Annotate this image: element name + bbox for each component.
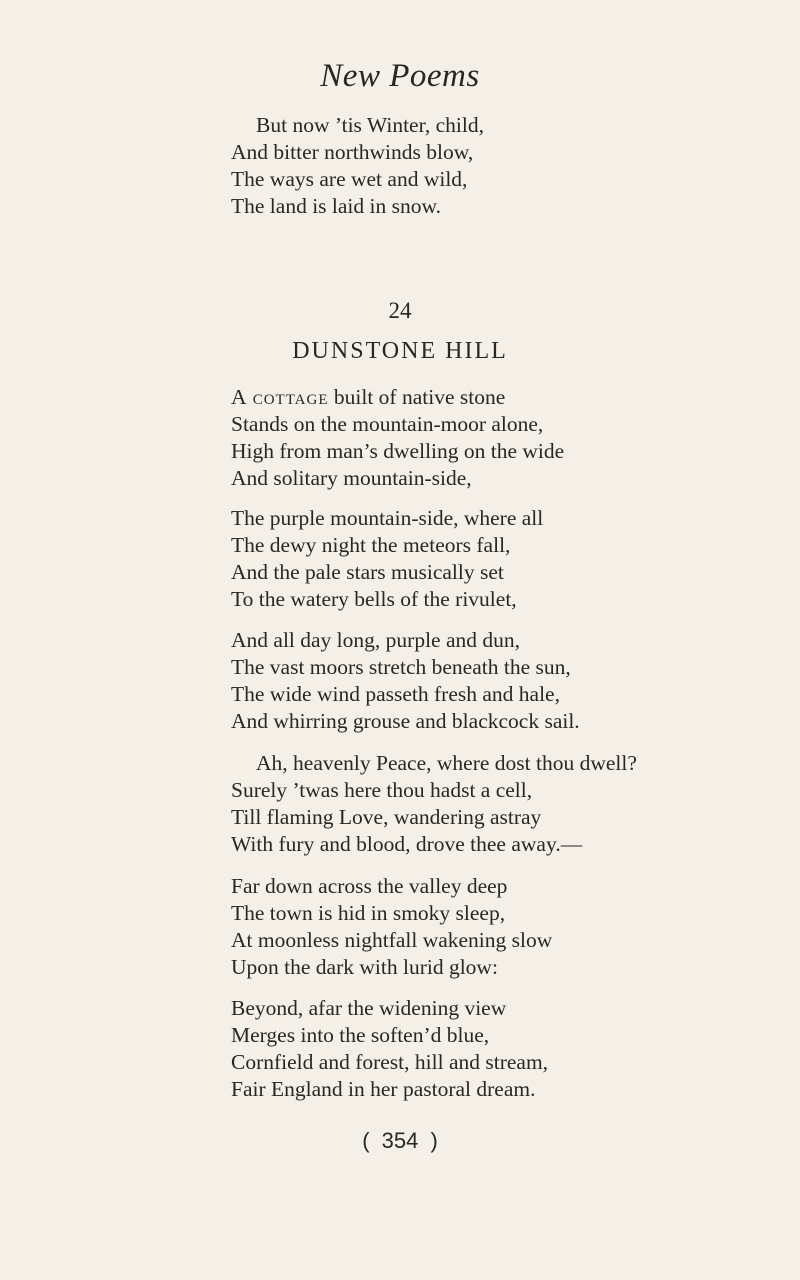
verse-line: Surely ’twas here thou hadst a cell, — [231, 778, 533, 802]
stanza-5 — [231, 873, 552, 981]
first-line-rest: built of native stone — [328, 385, 506, 409]
verse-line: The vast moors stretch beneath the sun, — [231, 655, 571, 679]
verse-line: Cornfield and forest, hill and stream, — [231, 1050, 549, 1074]
verse-line: The land is laid in snow. — [231, 194, 441, 218]
verse-line: And bitter northwinds blow, — [231, 140, 474, 164]
verse-line: At moonless nightfall wakening slow — [231, 928, 553, 952]
poem-number: 24 — [388, 298, 412, 323]
verse-line: With fury and blood, drove thee away.— — [231, 832, 583, 856]
verse-line: High from man’s dwelling on the wide — [231, 439, 565, 463]
running-head: New Poems — [320, 58, 480, 94]
verse-line: Beyond, afar the widening view — [231, 996, 507, 1020]
verse-line: And all day long, purple and dun, — [231, 628, 521, 652]
verse-line: Upon the dark with lurid glow: — [231, 955, 498, 979]
stanza-3 — [231, 627, 580, 735]
verse-line: But now ’tis Winter, child, — [256, 113, 484, 137]
verse-line: And whirring grouse and blackcock sail. — [231, 709, 580, 733]
verse-line: Stands on the mountain-moor alone, — [231, 412, 544, 436]
verse-line: And the pale stars musically set — [231, 560, 504, 584]
poem-title: DUNSTONE HILL — [292, 338, 508, 364]
previous-poem-ending — [231, 112, 484, 220]
verse-line: Till flaming Love, wandering astray — [231, 805, 542, 829]
verse-line: The ways are wet and wild, — [231, 167, 468, 191]
verse-line: And solitary mountain-side, — [231, 466, 472, 490]
verse-line: To the watery bells of the rivulet, — [231, 587, 517, 611]
verse-line: The dewy night the meteors fall, — [231, 533, 511, 557]
verse-line: Merges into the soften’d blue, — [231, 1023, 490, 1047]
verse-line: The purple mountain-side, where all — [231, 506, 544, 530]
verse-line: Far down across the valley deep — [231, 874, 508, 898]
opening-small-caps: A cottage — [231, 385, 329, 409]
stanza-2 — [231, 505, 543, 613]
verse-line: Fair England in her pastoral dream. — [231, 1077, 536, 1101]
verse-line — [231, 384, 564, 411]
stanza-1 — [231, 384, 564, 492]
verse-line: The wide wind passeth fresh and hale, — [231, 682, 560, 706]
verse-line: The town is hid in smoky sleep, — [231, 901, 506, 925]
stanza-6 — [231, 995, 548, 1103]
verse-line: Ah, heavenly Peace, where dost thou dwell? — [256, 751, 637, 775]
stanza-4 — [231, 750, 637, 858]
page-number: ( 354 ) — [362, 1128, 438, 1153]
